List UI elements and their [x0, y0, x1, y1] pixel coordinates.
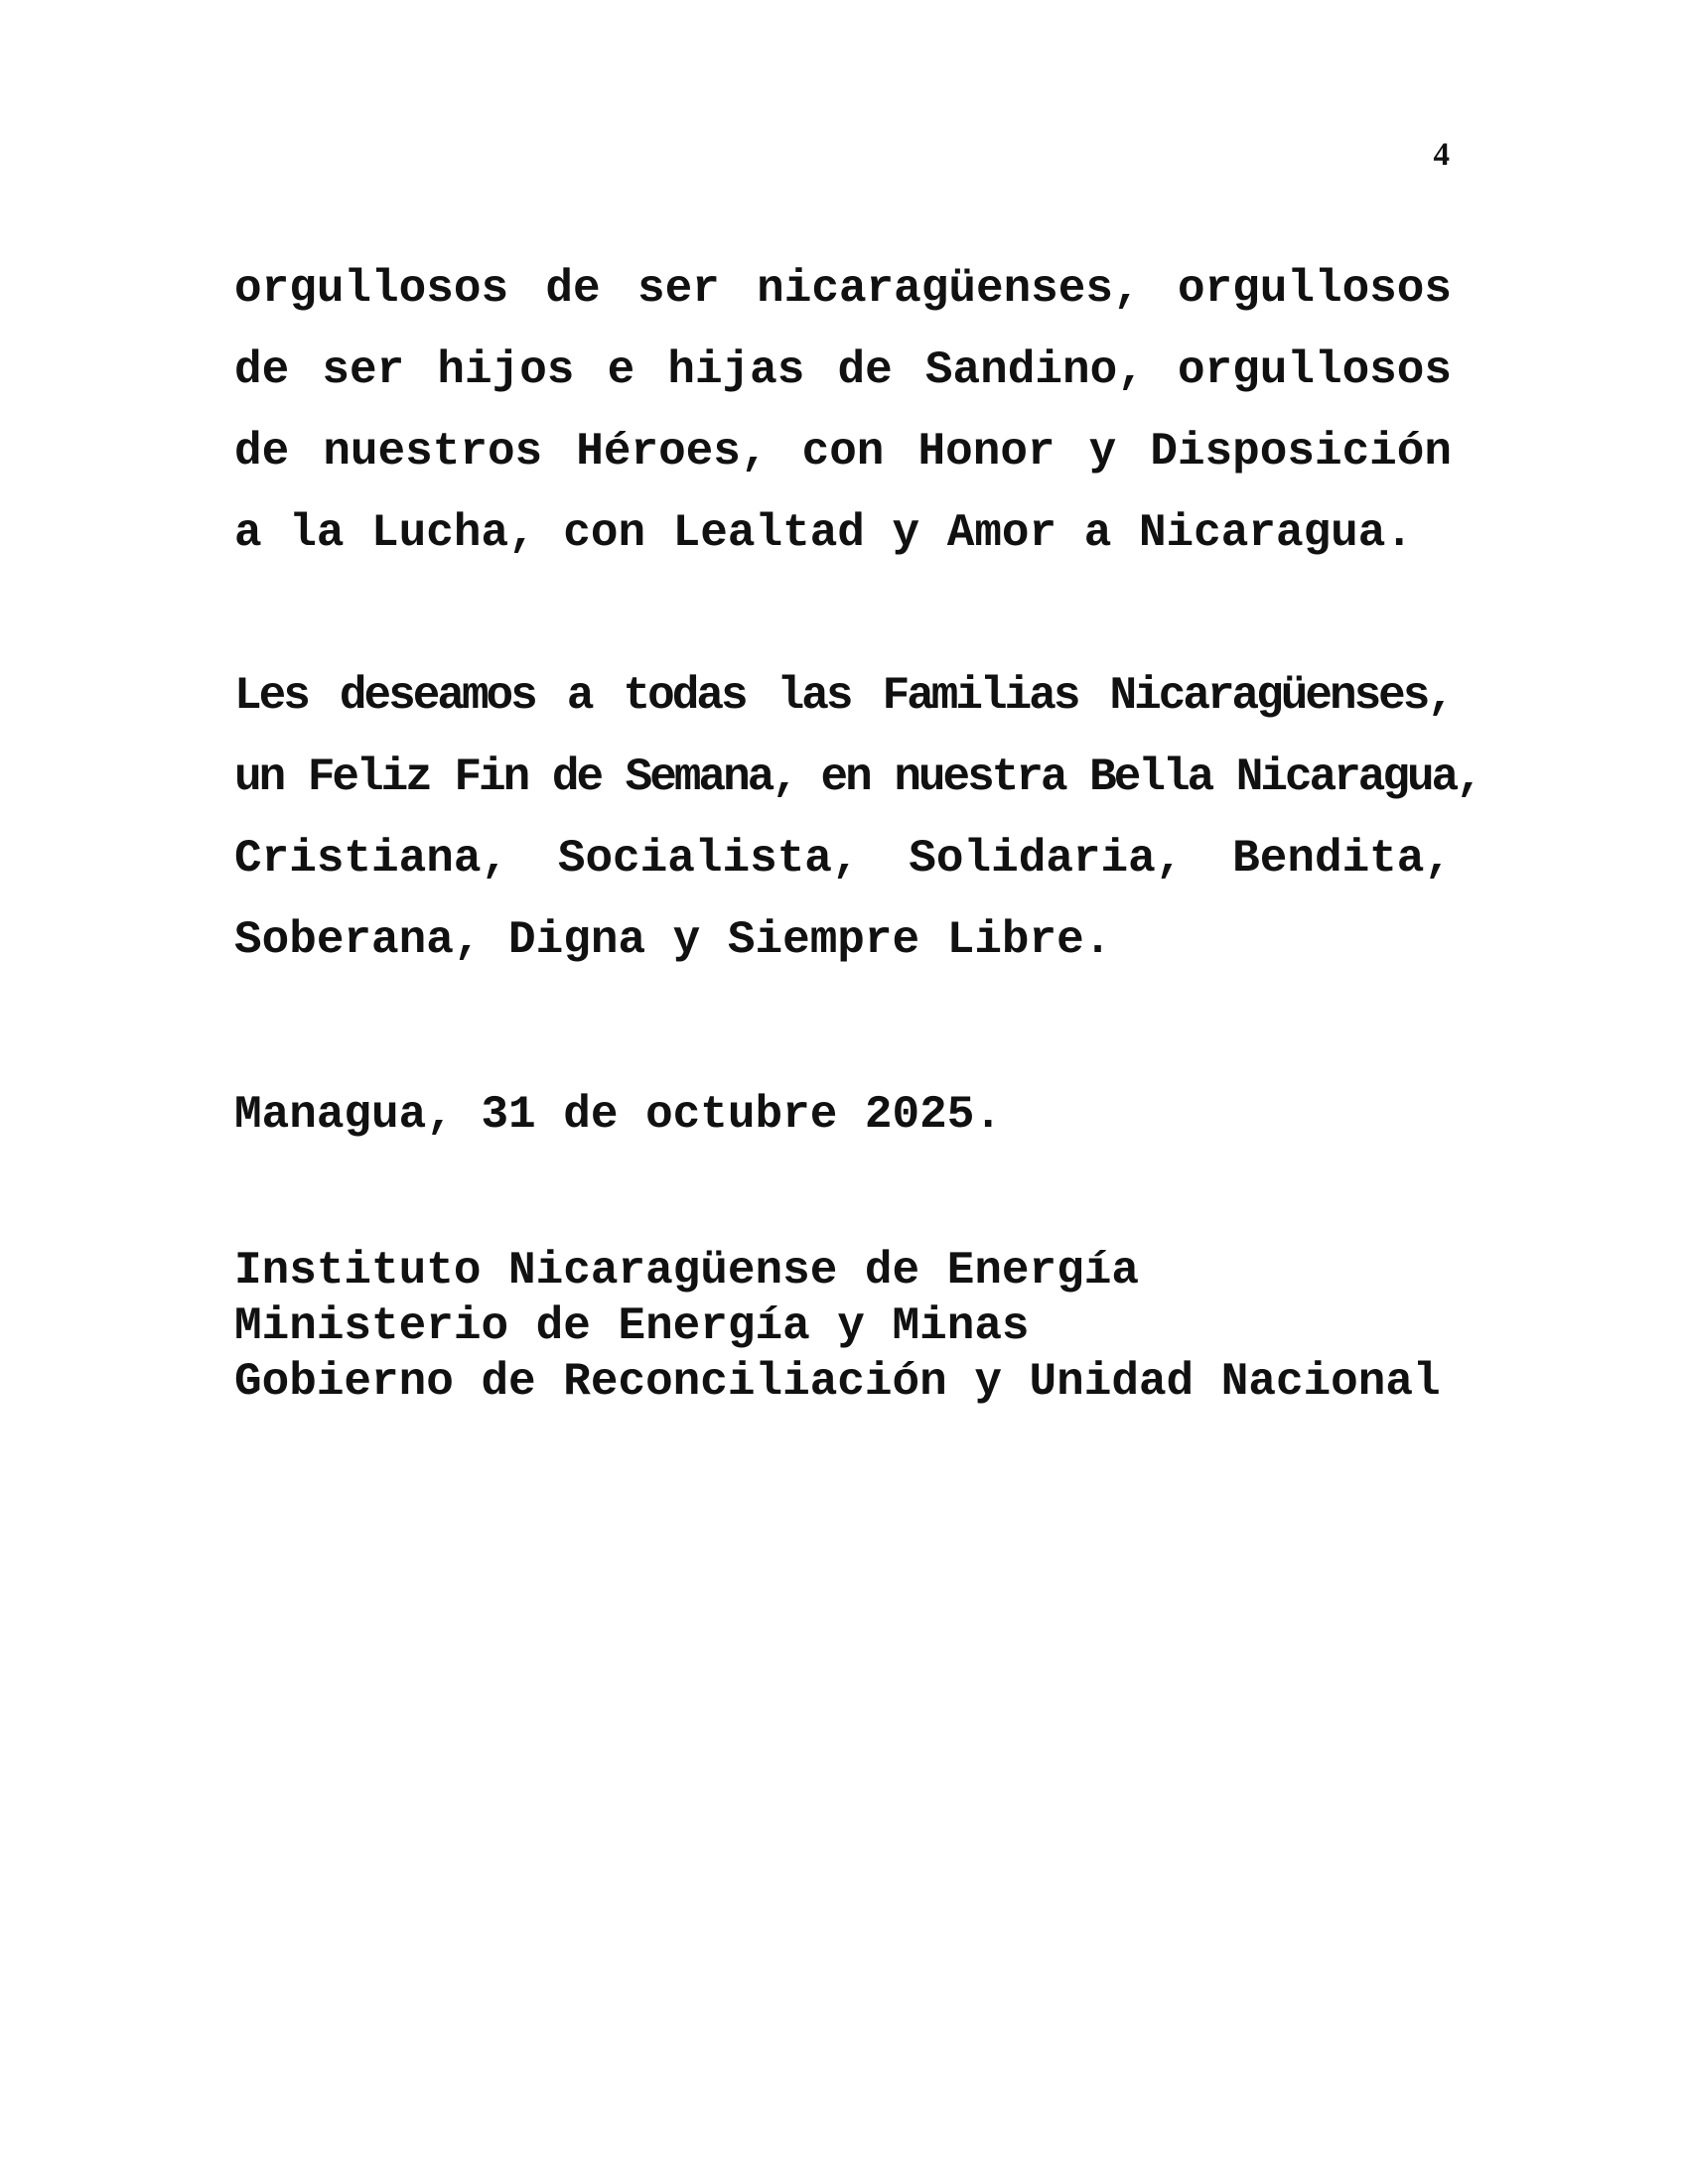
paragraph-line: un Feliz Fin de Semana, en nuestra Bella Nicaragua, [234, 751, 1480, 803]
paragraph-line: de nuestros Héroes, con Honor y Disposición [234, 426, 1452, 478]
date-line: Managua, 31 de octubre 2025. [234, 1089, 1002, 1141]
paragraph-line: Soberana, Digna y Siempre Libre. [234, 914, 1112, 966]
signatory-name: Gobierno de Reconciliación y Unidad Nacional [234, 1356, 1441, 1408]
signatory-name: Ministerio de Energía y Minas [234, 1300, 1030, 1352]
paragraph-line: de ser hijos e hijas de Sandino, orgullosos [234, 344, 1452, 396]
signatory-name: Instituto Nicaragüense de Energía [234, 1245, 1139, 1297]
body-paragraph-pride [234, 248, 1452, 574]
body-paragraph-wishes [234, 655, 1480, 981]
page-number: 4 [1433, 137, 1450, 173]
paragraph-line: Les deseamos a todas las Familias Nicaragüenses, [234, 670, 1452, 722]
signatories-block [234, 1243, 1441, 1410]
paragraph-line: a la Lucha, con Lealtad y Amor a Nicaragua. [234, 507, 1413, 559]
paragraph-line: Cristiana, Socialista, Solidaria, Bendita, [234, 833, 1452, 885]
paragraph-line: orgullosos de ser nicaragüenses, orgullosos [234, 263, 1452, 315]
